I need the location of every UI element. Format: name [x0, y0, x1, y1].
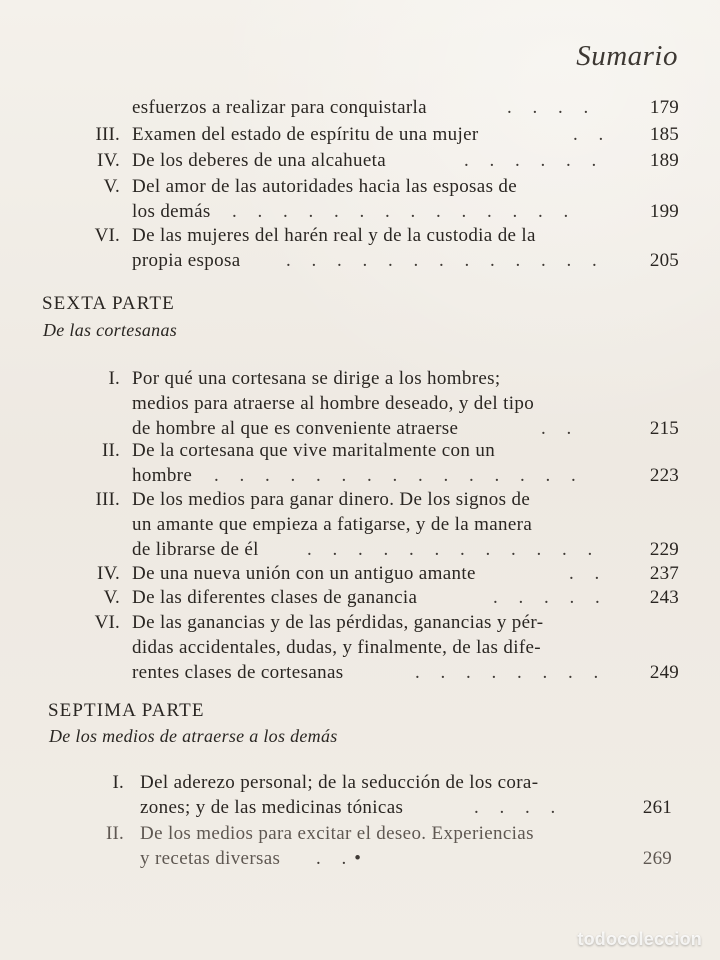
toc-entry-line: didas accidentales, dudas, y finalmente, de las dife- — [132, 637, 541, 658]
toc-entry — [0, 438, 720, 488]
toc-entry-continued — [0, 95, 720, 120]
toc-entry — [0, 174, 720, 224]
page-number: 215 — [649, 418, 679, 439]
toc-entry-line: y recetas diversas — [140, 848, 281, 869]
toc-entry-line: propia esposa — [132, 250, 241, 271]
chapter-numeral: I. — [112, 772, 124, 793]
toc-entry-line: de librarse de él — [132, 539, 259, 560]
toc-entry-line: zones; y de las medicinas tónicas — [140, 797, 404, 818]
running-head: Sumario — [576, 40, 678, 72]
chapter-numeral: I. — [108, 368, 120, 389]
page-number: 179 — [649, 97, 679, 118]
chapter-numeral: VI. — [94, 612, 120, 633]
toc-entry — [0, 223, 720, 273]
dot-leader: . . . . . . . . — [415, 662, 607, 683]
page-number: 199 — [649, 201, 679, 222]
page-number: 229 — [649, 539, 679, 560]
toc-entry-line: De una nueva unión con un antiguo amante — [132, 563, 476, 584]
dot-leader: . . . . . . . . . . . . . . . — [214, 465, 584, 486]
chapter-numeral: IV. — [97, 150, 120, 171]
toc-entry — [0, 148, 720, 173]
dot-leader: . . — [541, 418, 580, 439]
toc-entry-line: Por qué una cortesana se dirige a los hombres; — [132, 368, 501, 389]
page-number: 269 — [642, 848, 672, 869]
watermark-text: todocoleccion — [577, 929, 702, 949]
toc-entry — [0, 122, 720, 147]
toc-entry-line: medios para atraerse al hombre deseado, y del tipo — [132, 393, 535, 414]
chapter-numeral: VI. — [94, 225, 120, 246]
toc-entry — [0, 561, 720, 586]
dot-leader: . . — [573, 124, 612, 145]
toc-entry-line: De las diferentes clases de ganancia — [132, 587, 418, 608]
toc-entry-line: hombre — [132, 465, 193, 486]
toc-entry — [0, 487, 720, 562]
chapter-numeral: V. — [103, 176, 120, 197]
page-number: 205 — [649, 250, 679, 271]
page-number: 189 — [649, 150, 679, 171]
toc-entry-line: rentes clases de cortesanas — [132, 662, 344, 683]
toc-entry-line: De los deberes de una alcahueta — [132, 150, 387, 171]
toc-entry-line: de hombre al que es conveniente atraerse — [132, 418, 459, 439]
toc-entry-line: los demás — [132, 201, 211, 222]
page-number: 249 — [649, 662, 679, 683]
toc-entry — [0, 770, 720, 820]
chapter-numeral: II. — [101, 440, 120, 461]
toc-entry-line: De las ganancias y de las pérdidas, ganancias y pér- — [132, 612, 544, 633]
dot-leader: . . . . . — [493, 587, 608, 608]
dot-leader: . . . . — [474, 797, 564, 818]
toc-entry — [0, 610, 720, 685]
toc-entry-line: De la cortesana que vive maritalmente con un — [132, 440, 496, 461]
dot-leader: . . . . — [507, 97, 597, 118]
dot-leader: . . . . . . . . . . . . . — [286, 250, 605, 271]
chapter-numeral: III. — [95, 124, 120, 145]
dot-leader: . . . . . . . . . . . . . . — [232, 201, 577, 222]
dot-leader: . . . . . . . . . . . . — [307, 539, 601, 560]
page-number: 223 — [649, 465, 679, 486]
toc-entry-line: De las mujeres del harén real y de la custodia de la — [132, 225, 536, 246]
page-number: 185 — [649, 124, 679, 145]
section-title: SEXTA PARTE — [42, 293, 175, 314]
dot-leader: . . — [569, 563, 608, 584]
toc-entry — [0, 585, 720, 610]
page-number: 243 — [649, 587, 679, 608]
toc-entry-line: un amante que empieza a fatigarse, y de la manera — [132, 514, 533, 535]
chapter-numeral: III. — [95, 489, 120, 510]
page-number: 237 — [649, 563, 679, 584]
toc-entry-line: Del aderezo personal; de la seducción de los cora- — [140, 772, 539, 793]
toc-entry-line: Del amor de las autoridades hacia las esposas de — [132, 176, 518, 197]
chapter-numeral: V. — [103, 587, 120, 608]
dot-leader: . . . . . . — [464, 150, 605, 171]
section-title: SEPTIMA PARTE — [48, 700, 205, 721]
chapter-numeral: IV. — [97, 563, 120, 584]
toc-entry-line: esfuerzos a realizar para conquistarla — [132, 97, 427, 118]
toc-entry-line: Examen del estado de espíritu de una mujer — [132, 124, 479, 145]
section-subtitle: De los medios de atraerse a los demás — [49, 726, 338, 746]
toc-entry-line: De los medios para ganar dinero. De los signos de — [132, 489, 531, 510]
section-subtitle: De las cortesanas — [43, 320, 178, 340]
toc-entry — [0, 366, 720, 441]
toc-entry — [0, 821, 720, 871]
chapter-numeral: II. — [105, 823, 124, 844]
page-number: 261 — [642, 797, 672, 818]
toc-entry-line: De los medios para excitar el deseo. Experiencias — [140, 823, 534, 844]
dot-leader: . .• — [316, 848, 369, 869]
